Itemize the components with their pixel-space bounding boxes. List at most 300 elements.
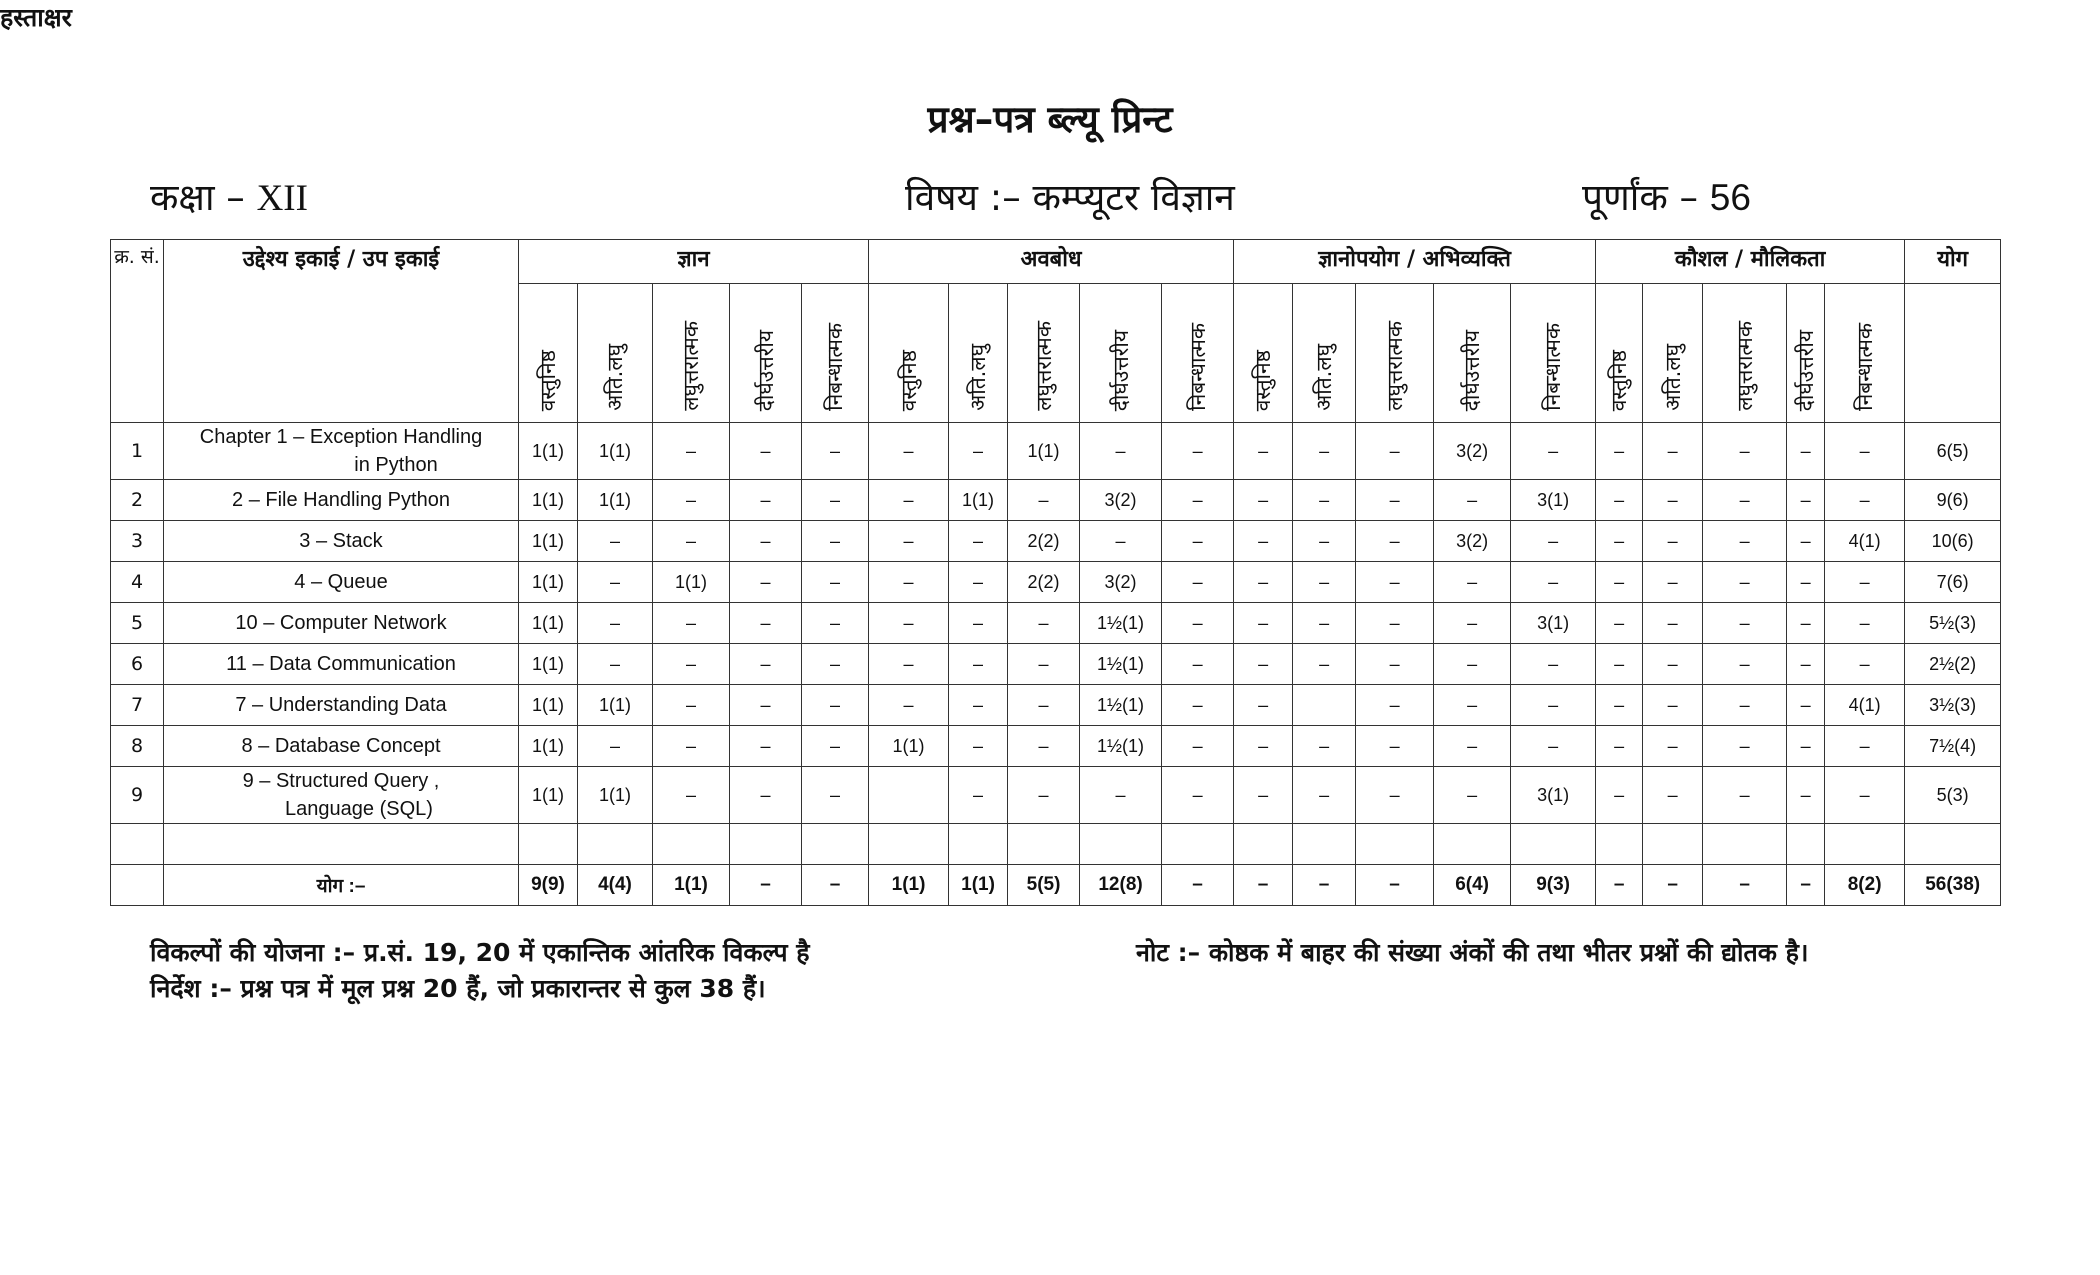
row-cell: – bbox=[1293, 521, 1356, 562]
row-total: 5½(3) bbox=[1905, 603, 2001, 644]
row-cell: 1(1) bbox=[519, 480, 578, 521]
total-cell: 5(5) bbox=[1008, 865, 1080, 906]
sub-header-cell bbox=[1356, 284, 1434, 423]
row-cell: 1½(1) bbox=[1080, 685, 1162, 726]
sub-header-cell bbox=[1080, 284, 1162, 423]
total-row bbox=[111, 865, 2001, 906]
row-cell: – bbox=[1703, 767, 1787, 824]
row-cell: 1(1) bbox=[949, 480, 1008, 521]
row-cell: – bbox=[1162, 644, 1234, 685]
total-cell: 9(9) bbox=[519, 865, 578, 906]
row-cell: – bbox=[653, 480, 730, 521]
row-cell: – bbox=[1162, 521, 1234, 562]
row-unit-line2: in Python bbox=[354, 454, 438, 476]
group-header-gyan: ज्ञान bbox=[519, 240, 869, 284]
row-cell: – bbox=[1787, 644, 1825, 685]
row-cell: – bbox=[1356, 423, 1434, 480]
row-cell: – bbox=[653, 521, 730, 562]
row-cell: 1(1) bbox=[519, 562, 578, 603]
total-cell: 1(1) bbox=[869, 865, 949, 906]
row-unit-line2: Language (SQL) bbox=[285, 798, 433, 820]
row-cell: – bbox=[1703, 603, 1787, 644]
row-cell: – bbox=[1356, 521, 1434, 562]
row-cell: 2(2) bbox=[1008, 521, 1080, 562]
row-cell: 2(2) bbox=[1008, 562, 1080, 603]
row-cell: – bbox=[1596, 685, 1643, 726]
total-cell: – bbox=[1234, 865, 1293, 906]
group-header-kaushal: कौशल / मौलिकता bbox=[1596, 240, 1905, 284]
empty-cell bbox=[730, 824, 802, 865]
row-cell: – bbox=[1008, 685, 1080, 726]
sub-header-label: दीर्घउत्तरीय bbox=[1108, 329, 1133, 411]
row-cell: – bbox=[1643, 521, 1703, 562]
row-unit-line1: 8 – Database Concept bbox=[241, 735, 441, 757]
row-cell: – bbox=[1293, 726, 1356, 767]
table-row bbox=[111, 685, 2001, 726]
row-cell: – bbox=[869, 685, 949, 726]
row-total: 6(5) bbox=[1905, 423, 2001, 480]
row-unit bbox=[164, 423, 519, 480]
row-sno: 4 bbox=[111, 562, 164, 603]
empty-cell bbox=[1434, 824, 1511, 865]
row-sno: 5 bbox=[111, 603, 164, 644]
row-cell: – bbox=[1703, 480, 1787, 521]
row-cell: 1(1) bbox=[519, 726, 578, 767]
sub-header-label: दीर्घउत्तरीय bbox=[1460, 329, 1485, 411]
row-cell: 1(1) bbox=[578, 480, 653, 521]
row-cell: – bbox=[1234, 480, 1293, 521]
row-cell: – bbox=[1825, 562, 1905, 603]
sub-header-cell bbox=[1511, 284, 1596, 423]
table-row bbox=[111, 480, 2001, 521]
group-header-gyanopyog: ज्ञानोपयोग / अभिव्यक्ति bbox=[1234, 240, 1596, 284]
row-cell: – bbox=[949, 562, 1008, 603]
row-cell: – bbox=[1643, 603, 1703, 644]
empty-cell bbox=[111, 824, 164, 865]
sub-header-label: निबन्धात्मक bbox=[823, 323, 848, 411]
row-cell: – bbox=[869, 480, 949, 521]
row-unit bbox=[164, 726, 519, 767]
row-cell: – bbox=[949, 726, 1008, 767]
row-cell: – bbox=[1162, 562, 1234, 603]
row-cell: – bbox=[1643, 562, 1703, 603]
row-unit bbox=[164, 685, 519, 726]
row-cell: – bbox=[1008, 603, 1080, 644]
row-cell: – bbox=[1234, 726, 1293, 767]
sub-header-label: निबन्धात्मक bbox=[1185, 323, 1210, 411]
row-cell: – bbox=[653, 644, 730, 685]
row-cell: – bbox=[1234, 423, 1293, 480]
row-cell: – bbox=[802, 480, 869, 521]
sub-header-cell bbox=[1234, 284, 1293, 423]
row-cell: – bbox=[1434, 726, 1511, 767]
row-cell: 4(1) bbox=[1825, 521, 1905, 562]
sub-header-cell bbox=[1825, 284, 1905, 423]
row-cell: – bbox=[802, 521, 869, 562]
row-unit-line1: 2 – File Handling Python bbox=[232, 489, 450, 511]
row-cell: – bbox=[1293, 480, 1356, 521]
total-cell: – bbox=[1643, 865, 1703, 906]
sub-header-cell bbox=[519, 284, 578, 423]
marks-label: पूर्णांक – bbox=[1582, 176, 1699, 219]
row-cell: – bbox=[1643, 685, 1703, 726]
row-cell: – bbox=[1703, 726, 1787, 767]
sub-header-label: वस्तुनिष्ठ bbox=[1607, 349, 1632, 411]
table-row bbox=[111, 562, 2001, 603]
table-row bbox=[111, 603, 2001, 644]
sub-header-cell bbox=[1008, 284, 1080, 423]
row-cell: – bbox=[1434, 767, 1511, 824]
row-total: 2½(2) bbox=[1905, 644, 2001, 685]
total-cell: 9(3) bbox=[1511, 865, 1596, 906]
row-cell: 3(1) bbox=[1511, 603, 1596, 644]
total-cell: – bbox=[1787, 865, 1825, 906]
row-cell: – bbox=[1787, 562, 1825, 603]
sub-header-label: लघुत्तरात्मक bbox=[1382, 321, 1407, 411]
group-header-avbodh: अवबोध bbox=[869, 240, 1234, 284]
col-unit-header: उद्देश्य इकाई / उप इकाई bbox=[164, 240, 519, 423]
row-cell: – bbox=[1080, 423, 1162, 480]
subject-info: विषय :– कम्प्यूटर विज्ञान bbox=[905, 176, 1235, 219]
sub-header-label: अति.लघु bbox=[603, 344, 627, 411]
row-cell: – bbox=[1643, 726, 1703, 767]
sub-header-label: लघुत्तरात्मक bbox=[1732, 321, 1757, 411]
row-cell: – bbox=[1356, 562, 1434, 603]
sub-header-label: दीर्घउत्तरीय bbox=[753, 329, 778, 411]
row-cell: 4(1) bbox=[1825, 685, 1905, 726]
row-cell: – bbox=[802, 603, 869, 644]
class-label: कक्षा – bbox=[150, 176, 245, 219]
row-cell: 1(1) bbox=[519, 521, 578, 562]
row-cell: – bbox=[1434, 685, 1511, 726]
empty-cell bbox=[802, 824, 869, 865]
empty-cell bbox=[1293, 824, 1356, 865]
row-cell: – bbox=[949, 521, 1008, 562]
row-unit-line1: 4 – Queue bbox=[294, 571, 388, 593]
row-cell: – bbox=[1356, 480, 1434, 521]
row-cell: – bbox=[1162, 726, 1234, 767]
empty-cell bbox=[1356, 824, 1434, 865]
sub-header-cell bbox=[869, 284, 949, 423]
total-cell: – bbox=[802, 865, 869, 906]
table-row bbox=[111, 423, 2001, 480]
row-cell: – bbox=[578, 521, 653, 562]
row-cell: – bbox=[1596, 562, 1643, 603]
empty-cell bbox=[1905, 824, 2001, 865]
row-unit bbox=[164, 562, 519, 603]
row-cell: – bbox=[653, 685, 730, 726]
empty-cell bbox=[1162, 824, 1234, 865]
table-row bbox=[111, 767, 2001, 824]
row-cell: – bbox=[869, 603, 949, 644]
row-cell: – bbox=[730, 562, 802, 603]
empty-cell bbox=[1080, 824, 1162, 865]
row-cell: 1(1) bbox=[519, 644, 578, 685]
blueprint-table bbox=[110, 239, 2001, 906]
sub-header-label: निबन्धात्मक bbox=[1541, 323, 1566, 411]
row-cell: – bbox=[1293, 423, 1356, 480]
row-cell: – bbox=[1703, 521, 1787, 562]
row-cell: – bbox=[1787, 480, 1825, 521]
row-total: 7(6) bbox=[1905, 562, 2001, 603]
row-cell: – bbox=[1787, 423, 1825, 480]
empty-cell bbox=[578, 824, 653, 865]
row-cell: – bbox=[1162, 480, 1234, 521]
sub-header-label: दीर्घउत्तरीय bbox=[1793, 329, 1818, 411]
row-cell: – bbox=[1234, 685, 1293, 726]
sub-header-label: वस्तुनिष्ठ bbox=[536, 349, 560, 411]
row-cell: – bbox=[1511, 423, 1596, 480]
row-cell: – bbox=[1511, 521, 1596, 562]
row-unit bbox=[164, 644, 519, 685]
sub-header-cell bbox=[1596, 284, 1643, 423]
row-cell: – bbox=[730, 726, 802, 767]
sub-header-label: लघुत्तरात्मक bbox=[1031, 321, 1056, 411]
row-cell: 1(1) bbox=[578, 423, 653, 480]
row-cell: – bbox=[730, 685, 802, 726]
total-cell: – bbox=[1356, 865, 1434, 906]
row-cell: – bbox=[802, 644, 869, 685]
grand-total: 56(38) bbox=[1905, 865, 2001, 906]
row-unit bbox=[164, 767, 519, 824]
row-cell: – bbox=[802, 423, 869, 480]
total-cell: 4(4) bbox=[578, 865, 653, 906]
row-cell: – bbox=[1596, 423, 1643, 480]
row-cell: – bbox=[949, 644, 1008, 685]
row-unit-line1: Chapter 1 – Exception Handling bbox=[199, 426, 483, 448]
row-cell: 1(1) bbox=[519, 423, 578, 480]
sub-header-cell bbox=[1293, 284, 1356, 423]
row-cell: 3(2) bbox=[1434, 423, 1511, 480]
row-cell: – bbox=[578, 562, 653, 603]
empty-cell bbox=[1511, 824, 1596, 865]
row-cell: – bbox=[1596, 767, 1643, 824]
row-cell: – bbox=[949, 603, 1008, 644]
row-cell: – bbox=[869, 521, 949, 562]
row-cell: – bbox=[1825, 423, 1905, 480]
row-cell: – bbox=[1703, 562, 1787, 603]
sub-header-cell bbox=[1787, 284, 1825, 423]
sub-header-cell bbox=[1643, 284, 1703, 423]
row-cell: – bbox=[1787, 603, 1825, 644]
class-info bbox=[150, 170, 308, 221]
row-cell: – bbox=[802, 562, 869, 603]
row-cell: 1(1) bbox=[653, 562, 730, 603]
row-unit-line1: 11 – Data Communication bbox=[226, 653, 456, 675]
empty-row bbox=[111, 824, 2001, 865]
sub-header-cell bbox=[578, 284, 653, 423]
col-sno-header: क्र. सं. bbox=[111, 240, 164, 423]
row-cell: – bbox=[1234, 603, 1293, 644]
sub-header-cell bbox=[949, 284, 1008, 423]
row-unit bbox=[164, 603, 519, 644]
row-cell bbox=[869, 767, 949, 824]
row-cell: – bbox=[1434, 603, 1511, 644]
total-cell: – bbox=[1596, 865, 1643, 906]
row-cell: – bbox=[1234, 644, 1293, 685]
row-cell: 3(2) bbox=[1080, 562, 1162, 603]
sub-header-cell bbox=[1703, 284, 1787, 423]
sub-header-cell bbox=[730, 284, 802, 423]
row-total: 7½(4) bbox=[1905, 726, 2001, 767]
row-cell: – bbox=[1434, 644, 1511, 685]
row-cell: – bbox=[1293, 644, 1356, 685]
row-cell: – bbox=[1787, 726, 1825, 767]
row-cell: – bbox=[1356, 603, 1434, 644]
row-cell: – bbox=[869, 562, 949, 603]
row-sno: 8 bbox=[111, 726, 164, 767]
sub-header-cell bbox=[802, 284, 869, 423]
row-cell: – bbox=[869, 423, 949, 480]
empty-cell bbox=[519, 824, 578, 865]
row-cell: – bbox=[1703, 685, 1787, 726]
row-cell: – bbox=[1234, 767, 1293, 824]
row-cell: 1(1) bbox=[869, 726, 949, 767]
empty-cell bbox=[1008, 824, 1080, 865]
row-cell: – bbox=[1643, 480, 1703, 521]
row-unit-line1: 3 – Stack bbox=[299, 530, 383, 552]
row-cell: 1½(1) bbox=[1080, 603, 1162, 644]
table-header-row bbox=[111, 240, 2001, 284]
sub-header-cell bbox=[653, 284, 730, 423]
row-cell: – bbox=[1008, 480, 1080, 521]
row-cell: 1(1) bbox=[1008, 423, 1080, 480]
total-cell: 1(1) bbox=[653, 865, 730, 906]
row-cell: 1½(1) bbox=[1080, 726, 1162, 767]
table-row bbox=[111, 521, 2001, 562]
row-total: 5(3) bbox=[1905, 767, 2001, 824]
sub-header-total-empty bbox=[1905, 284, 2001, 423]
row-cell: – bbox=[1008, 767, 1080, 824]
row-cell: – bbox=[1162, 603, 1234, 644]
direction-note: निर्देश :– प्रश्न पत्र में मूल प्रश्न 20 हैं, जो प्रकारान्तर से कुल 38 हैं। bbox=[150, 974, 766, 1003]
row-cell: – bbox=[1080, 521, 1162, 562]
table-body bbox=[111, 423, 2001, 906]
row-cell bbox=[1293, 685, 1356, 726]
row-cell: – bbox=[1356, 767, 1434, 824]
row-unit-line1: 9 – Structured Query , bbox=[242, 770, 440, 792]
row-cell: 1(1) bbox=[519, 767, 578, 824]
row-cell: – bbox=[1356, 726, 1434, 767]
row-cell: – bbox=[1511, 685, 1596, 726]
empty-cell bbox=[949, 824, 1008, 865]
empty-cell bbox=[653, 824, 730, 865]
row-cell: – bbox=[1162, 685, 1234, 726]
bracket-note: नोट :– कोष्ठक में बाहर की संख्या अंकों की तथा भीतर प्रश्नों की द्योतक है। bbox=[1136, 938, 1809, 967]
row-cell: – bbox=[1511, 726, 1596, 767]
sub-header-label: वस्तुनिष्ठ bbox=[1251, 349, 1276, 411]
row-cell: – bbox=[1703, 423, 1787, 480]
row-sno: 1 bbox=[111, 423, 164, 480]
row-cell: – bbox=[730, 767, 802, 824]
sub-header-label: अति.लघु bbox=[1660, 344, 1685, 411]
empty-cell bbox=[1703, 824, 1787, 865]
row-unit-line1: 7 – Understanding Data bbox=[235, 694, 447, 716]
total-sno-empty bbox=[111, 865, 164, 906]
sub-header-cell bbox=[1434, 284, 1511, 423]
row-cell: 3(1) bbox=[1511, 767, 1596, 824]
row-cell: – bbox=[1787, 767, 1825, 824]
row-cell: – bbox=[653, 603, 730, 644]
row-cell: – bbox=[1703, 644, 1787, 685]
row-cell: 1(1) bbox=[578, 685, 653, 726]
row-cell: – bbox=[1643, 423, 1703, 480]
empty-cell bbox=[869, 824, 949, 865]
marks-value: 56 bbox=[1709, 177, 1751, 218]
total-cell: 1(1) bbox=[949, 865, 1008, 906]
row-cell: – bbox=[1596, 603, 1643, 644]
row-cell: – bbox=[730, 521, 802, 562]
row-sno: 3 bbox=[111, 521, 164, 562]
row-cell: – bbox=[1596, 521, 1643, 562]
row-cell: – bbox=[1162, 423, 1234, 480]
row-cell: – bbox=[1008, 726, 1080, 767]
row-cell: – bbox=[869, 644, 949, 685]
row-cell: – bbox=[1787, 685, 1825, 726]
class-value: XII bbox=[256, 178, 308, 219]
row-cell: – bbox=[1825, 767, 1905, 824]
row-cell: – bbox=[1825, 480, 1905, 521]
empty-cell bbox=[1596, 824, 1643, 865]
row-cell: 3(1) bbox=[1511, 480, 1596, 521]
row-cell: – bbox=[578, 603, 653, 644]
row-cell: – bbox=[653, 767, 730, 824]
table-row bbox=[111, 726, 2001, 767]
col-total-header: योग bbox=[1905, 240, 2001, 284]
row-cell: – bbox=[1293, 767, 1356, 824]
row-cell: – bbox=[1787, 521, 1825, 562]
row-cell: 1(1) bbox=[519, 603, 578, 644]
row-cell: 3(2) bbox=[1080, 480, 1162, 521]
row-cell: – bbox=[1643, 767, 1703, 824]
row-cell: – bbox=[802, 767, 869, 824]
sub-header-label: वस्तुनिष्ठ bbox=[896, 349, 921, 411]
row-cell: 1(1) bbox=[578, 767, 653, 824]
total-label: योग :– bbox=[164, 865, 519, 906]
total-cell: – bbox=[1703, 865, 1787, 906]
row-cell: – bbox=[730, 423, 802, 480]
row-cell: – bbox=[1643, 644, 1703, 685]
row-sno: 7 bbox=[111, 685, 164, 726]
row-cell: – bbox=[949, 423, 1008, 480]
row-unit-line1: 10 – Computer Network bbox=[235, 612, 447, 634]
empty-cell bbox=[164, 824, 519, 865]
sub-header-cell bbox=[1162, 284, 1234, 423]
empty-cell bbox=[1643, 824, 1703, 865]
total-cell: 8(2) bbox=[1825, 865, 1905, 906]
row-total: 9(6) bbox=[1905, 480, 2001, 521]
row-total: 10(6) bbox=[1905, 521, 2001, 562]
empty-cell bbox=[1234, 824, 1293, 865]
row-cell: – bbox=[578, 644, 653, 685]
table-row bbox=[111, 644, 2001, 685]
row-sno: 9 bbox=[111, 767, 164, 824]
total-cell: – bbox=[1293, 865, 1356, 906]
row-cell: 1½(1) bbox=[1080, 644, 1162, 685]
row-cell: – bbox=[653, 726, 730, 767]
sub-header-label: लघुत्तरात्मक bbox=[679, 321, 703, 411]
row-cell: – bbox=[1293, 603, 1356, 644]
row-cell: – bbox=[1596, 644, 1643, 685]
row-cell: – bbox=[802, 685, 869, 726]
row-cell: – bbox=[1080, 767, 1162, 824]
row-cell: – bbox=[1434, 562, 1511, 603]
row-cell: 1(1) bbox=[519, 685, 578, 726]
row-cell: – bbox=[949, 767, 1008, 824]
total-cell: 6(4) bbox=[1434, 865, 1511, 906]
row-unit bbox=[164, 521, 519, 562]
sub-header-label: निबन्धात्मक bbox=[1852, 323, 1877, 411]
